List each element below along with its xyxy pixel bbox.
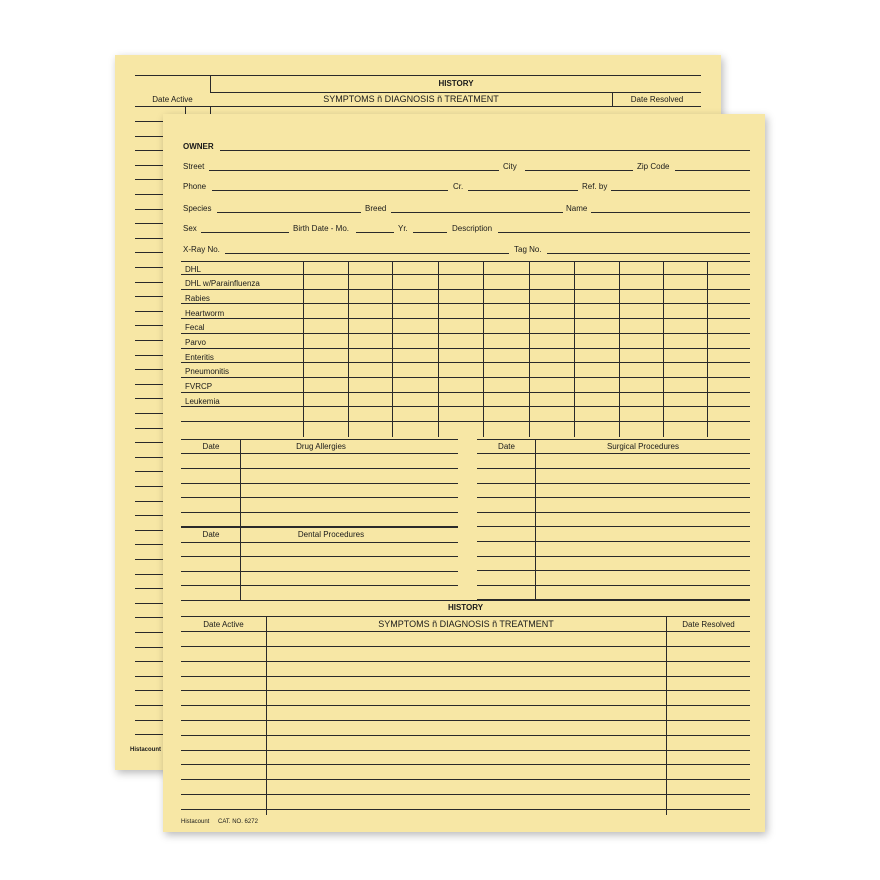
ruled-row-line [477, 483, 750, 484]
ruled-row-line [181, 676, 750, 677]
vaccine-label: Pneumonitis [185, 367, 230, 376]
grid-rule [181, 261, 750, 262]
ruled-row-line [181, 585, 458, 586]
vaccine-label: Parvo [185, 338, 206, 347]
street-label: Street [183, 162, 205, 171]
birth-date-label: Birth Date - Mo. [293, 224, 350, 233]
birth-year-field[interactable] [413, 232, 447, 233]
ruled-row-line [477, 570, 750, 571]
ruled-row-line [181, 571, 458, 572]
column-divider [185, 106, 186, 114]
ruled-row-line [181, 646, 750, 647]
sex-field[interactable] [201, 232, 289, 233]
dental-top-rule [181, 527, 458, 528]
grid-column-line [392, 261, 393, 437]
date-column-divider [535, 439, 536, 600]
history-title: HISTORY [438, 79, 474, 88]
phone-label: Phone [183, 182, 207, 191]
grid-column-line [707, 261, 708, 437]
date-resolved-header: Date Resolved [682, 620, 735, 629]
date-column-divider [240, 439, 241, 600]
ruled-row-line [477, 556, 750, 557]
surgical-header-rule [477, 453, 750, 454]
front-record-sheet [163, 114, 765, 832]
ruled-row-line [181, 556, 458, 557]
ruled-row-line [181, 764, 750, 765]
ruled-row-line [181, 690, 750, 691]
grid-row-line [181, 303, 750, 304]
ruled-row-line [181, 483, 458, 484]
city-field[interactable] [525, 170, 633, 171]
dental-header-rule [181, 542, 458, 543]
drug-allergies-top-rule [181, 439, 458, 440]
back-footer-brand: Histacount [130, 747, 162, 753]
date-active-header: Date Active [152, 95, 193, 104]
symptoms-header: SYMPTOMS ñ DIAGNOSIS ñ TREATMENT [378, 619, 554, 629]
cr-label: Cr. [453, 182, 464, 191]
vaccine-label: Leukemia [185, 397, 220, 406]
vaccine-label: FVRCP [185, 382, 213, 391]
grid-column-line [529, 261, 530, 437]
ruled-row-line [477, 585, 750, 586]
species-field[interactable] [217, 212, 361, 213]
xray-field[interactable] [225, 253, 509, 254]
history-title: HISTORY [447, 603, 484, 612]
street-field[interactable] [209, 170, 499, 171]
history-title-rule [210, 92, 701, 93]
vaccine-label: Heartworm [185, 309, 225, 318]
phone-field[interactable] [212, 190, 448, 191]
footer-brand: Histacount [181, 819, 210, 825]
section-bottom-rule [181, 600, 750, 601]
grid-column-line [483, 261, 484, 437]
grid-column-line [348, 261, 349, 437]
grid-row-line [181, 333, 750, 334]
drug-allergies-header: Drug Allergies [296, 442, 346, 451]
grid-column-line [303, 261, 304, 437]
zip-field[interactable] [675, 170, 750, 171]
zip-label: Zip Code [637, 162, 670, 171]
grid-row-line [181, 421, 750, 422]
ruled-row-line [477, 541, 750, 542]
top-rule [135, 75, 701, 76]
date-active-header: Date Active [203, 620, 244, 629]
dental-header: Dental Procedures [297, 530, 365, 539]
ruled-row-line [181, 779, 750, 780]
dental-date-header: Date [202, 530, 220, 539]
ruled-row-line [181, 526, 458, 527]
drug-allergies-header-rule [181, 453, 458, 454]
grid-column-line [574, 261, 575, 437]
description-label: Description [452, 224, 493, 233]
ruled-row-line [181, 705, 750, 706]
ruled-row-line [181, 750, 750, 751]
ruled-row-line [181, 720, 750, 721]
header-bottom-rule [135, 106, 701, 107]
grid-column-line [619, 261, 620, 437]
grid-row-line [181, 377, 750, 378]
surgical-date-header: Date [498, 442, 515, 451]
species-label: Species [183, 204, 212, 213]
ruled-row-line [181, 661, 750, 662]
grid-column-line [663, 261, 664, 437]
ruled-row-line [477, 468, 750, 469]
owner-field[interactable] [220, 150, 750, 151]
vaccine-label: DHL [185, 265, 202, 274]
ruled-row-line [181, 735, 750, 736]
drug-allergies-date-header: Date [202, 442, 220, 451]
vaccine-label: DHL w/Parainfluenza [185, 279, 260, 288]
vaccine-label: Fecal [185, 323, 205, 332]
tag-label: Tag No. [514, 245, 542, 254]
ruled-row-line [181, 512, 458, 513]
ruled-row-line [181, 468, 458, 469]
grid-column-line [438, 261, 439, 437]
grid-row-line [181, 274, 750, 275]
city-label: City [503, 162, 517, 171]
refby-field[interactable] [611, 190, 750, 191]
grid-row-line [181, 406, 750, 407]
name-field[interactable] [591, 212, 750, 213]
breed-label: Breed [365, 204, 387, 213]
breed-field[interactable] [391, 212, 563, 213]
xray-label: X-Ray No. [183, 245, 220, 254]
ruled-row-line [181, 794, 750, 795]
sex-label: Sex [183, 224, 197, 233]
grid-row-line [181, 348, 750, 349]
ruled-row-line [477, 526, 750, 527]
grid-row-line [181, 362, 750, 363]
grid-row-line [181, 289, 750, 290]
footer-catalog-number: CAT. NO. 6272 [218, 819, 258, 825]
refby-label: Ref. by [582, 182, 608, 191]
surgical-header: Surgical Procedures [606, 442, 680, 451]
yr-label: Yr. [398, 224, 408, 233]
ruled-row-line [181, 497, 458, 498]
ruled-row-line [477, 497, 750, 498]
vaccine-label: Enteritis [185, 353, 214, 362]
description-field[interactable] [498, 232, 750, 233]
owner-label: OWNER [183, 142, 214, 151]
date-resolved-header: Date Resolved [630, 95, 684, 104]
birth-month-field[interactable] [356, 232, 394, 233]
cr-field[interactable] [468, 190, 578, 191]
ruled-row-line [477, 512, 750, 513]
surgical-top-rule [477, 439, 750, 440]
symptoms-header: SYMPTOMS ñ DIAGNOSIS ñ TREATMENT [323, 94, 499, 104]
ruled-row-line [181, 809, 750, 810]
tag-field[interactable] [547, 253, 750, 254]
grid-row-line [181, 392, 750, 393]
grid-row-line [181, 318, 750, 319]
vaccine-label: Rabies [185, 294, 210, 303]
name-label: Name [566, 204, 588, 213]
column-divider [210, 106, 211, 114]
